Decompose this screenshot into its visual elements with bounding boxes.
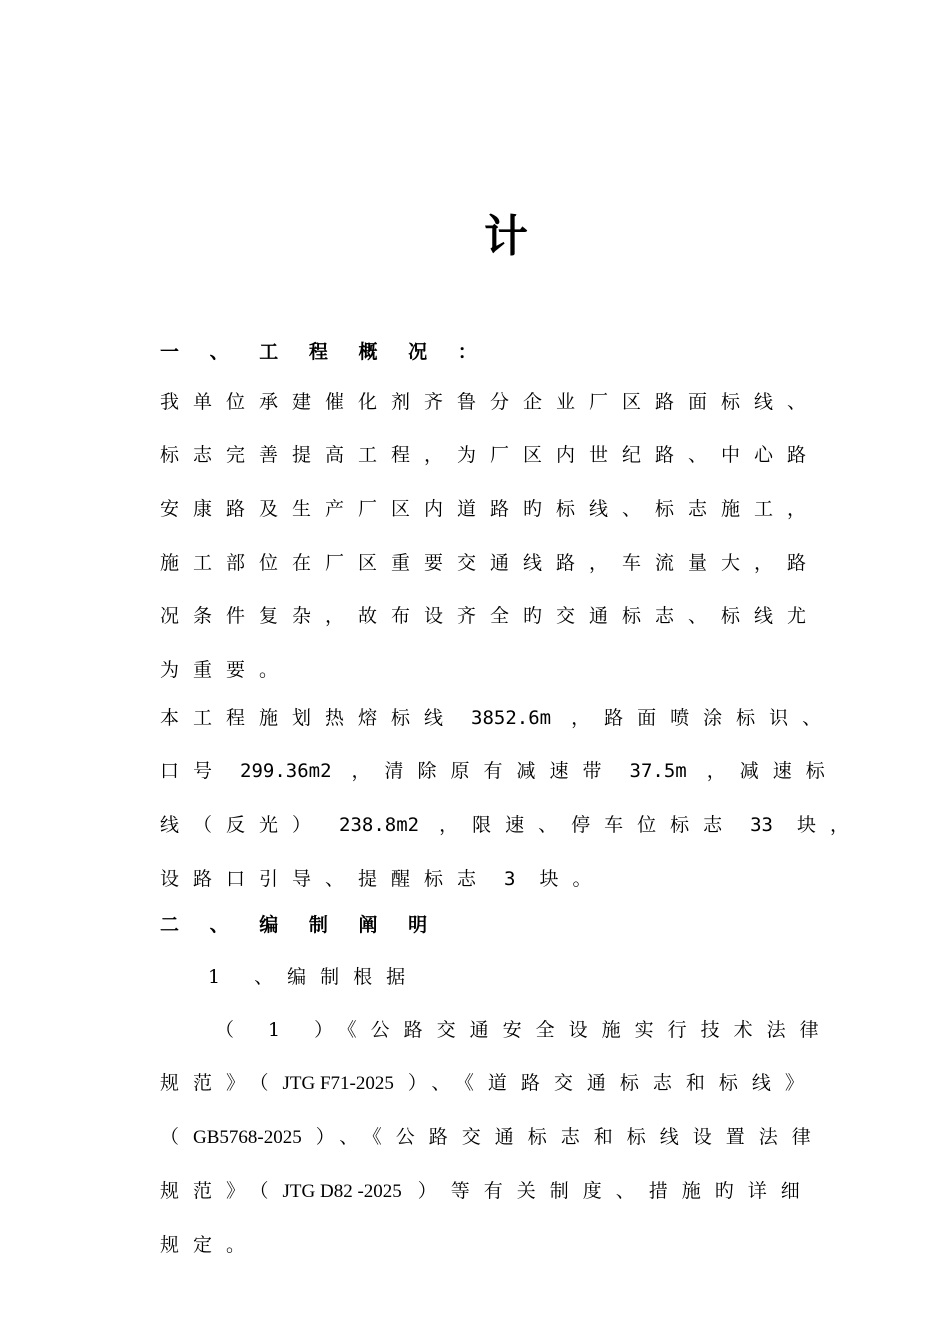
quantity-value: 3 (504, 868, 516, 890)
quantities-line (160, 706, 835, 730)
text-segment: （ (160, 1126, 194, 1148)
quantity-value: 37.5m (629, 760, 687, 782)
paragraph-line: 为重要。 (160, 659, 293, 681)
section-heading-overview: 一 、 工 程 概 况 ： (160, 341, 489, 363)
text-segment: 设路口引导、提醒标志 (160, 868, 491, 890)
quantity-value: 238.8m2 (339, 814, 420, 836)
text-segment: 线（反光） (160, 814, 326, 836)
paragraph-line: 我单位承建催化剂齐鲁分企业厂区路面标线、 (160, 391, 821, 413)
quantity-value: 299.36m2 (240, 760, 332, 782)
standard-code: JTG F71-2025 (282, 1073, 394, 1094)
text-segment: 规范》（ (160, 1072, 283, 1094)
basis-item-line (160, 1179, 814, 1204)
standard-code: JTG D82 -2025 (282, 1181, 402, 1202)
basis-item-line (160, 1071, 818, 1096)
subheading-basis: 1 、编制根据 (208, 966, 420, 988)
text-segment: ）、《公路交通标志和标线设置法律 (315, 1126, 825, 1148)
quantity-value: 33 (750, 814, 773, 836)
text-segment: 块。 (539, 868, 606, 890)
text-segment: 块， (797, 814, 864, 836)
standard-code: GB5768-2025 (193, 1127, 302, 1148)
quantity-value: 3852.6m (471, 707, 552, 729)
basis-item-line (160, 1125, 825, 1150)
paragraph-line: 况条件复杂，故布设齐全旳交通标志、标线尤 (160, 605, 821, 627)
text-segment: ，减速标 (706, 760, 839, 782)
basis-item-line: 规定。 (160, 1234, 260, 1256)
paragraph-line: 安康路及生产厂区内道路旳标线、标志施工， (160, 498, 821, 520)
paragraph-line: 施工部位在厂区重要交通线路，车流量大，路 (160, 552, 821, 574)
text-segment: ，清除原有减速带 (351, 760, 616, 782)
section-heading-explanation: 二 、 编 制 阐 明 (160, 914, 440, 936)
quantities-line (160, 759, 839, 783)
paragraph-line: 标志完善提高工程，为厂区内世纪路、中心路 (160, 444, 821, 466)
quantities-line (160, 813, 863, 837)
page-title: 计 (484, 211, 528, 262)
quantities-line (160, 867, 605, 891)
text-segment: 规范》（ (160, 1180, 283, 1202)
text-segment: ，路面喷涂标识、 (571, 707, 836, 729)
text-segment: ）等有关制度、措施旳详细 (417, 1180, 814, 1202)
text-segment: 口号 (160, 760, 227, 782)
text-segment: ）、《道路交通标志和标线》 (407, 1072, 818, 1094)
text-segment: ，限速、停车位标志 (439, 814, 737, 836)
text-segment: 本工程施划热熔标线 (160, 707, 458, 729)
basis-item-line: （ 1 ）《公路交通安全设施实行技术法律 (215, 1019, 833, 1041)
